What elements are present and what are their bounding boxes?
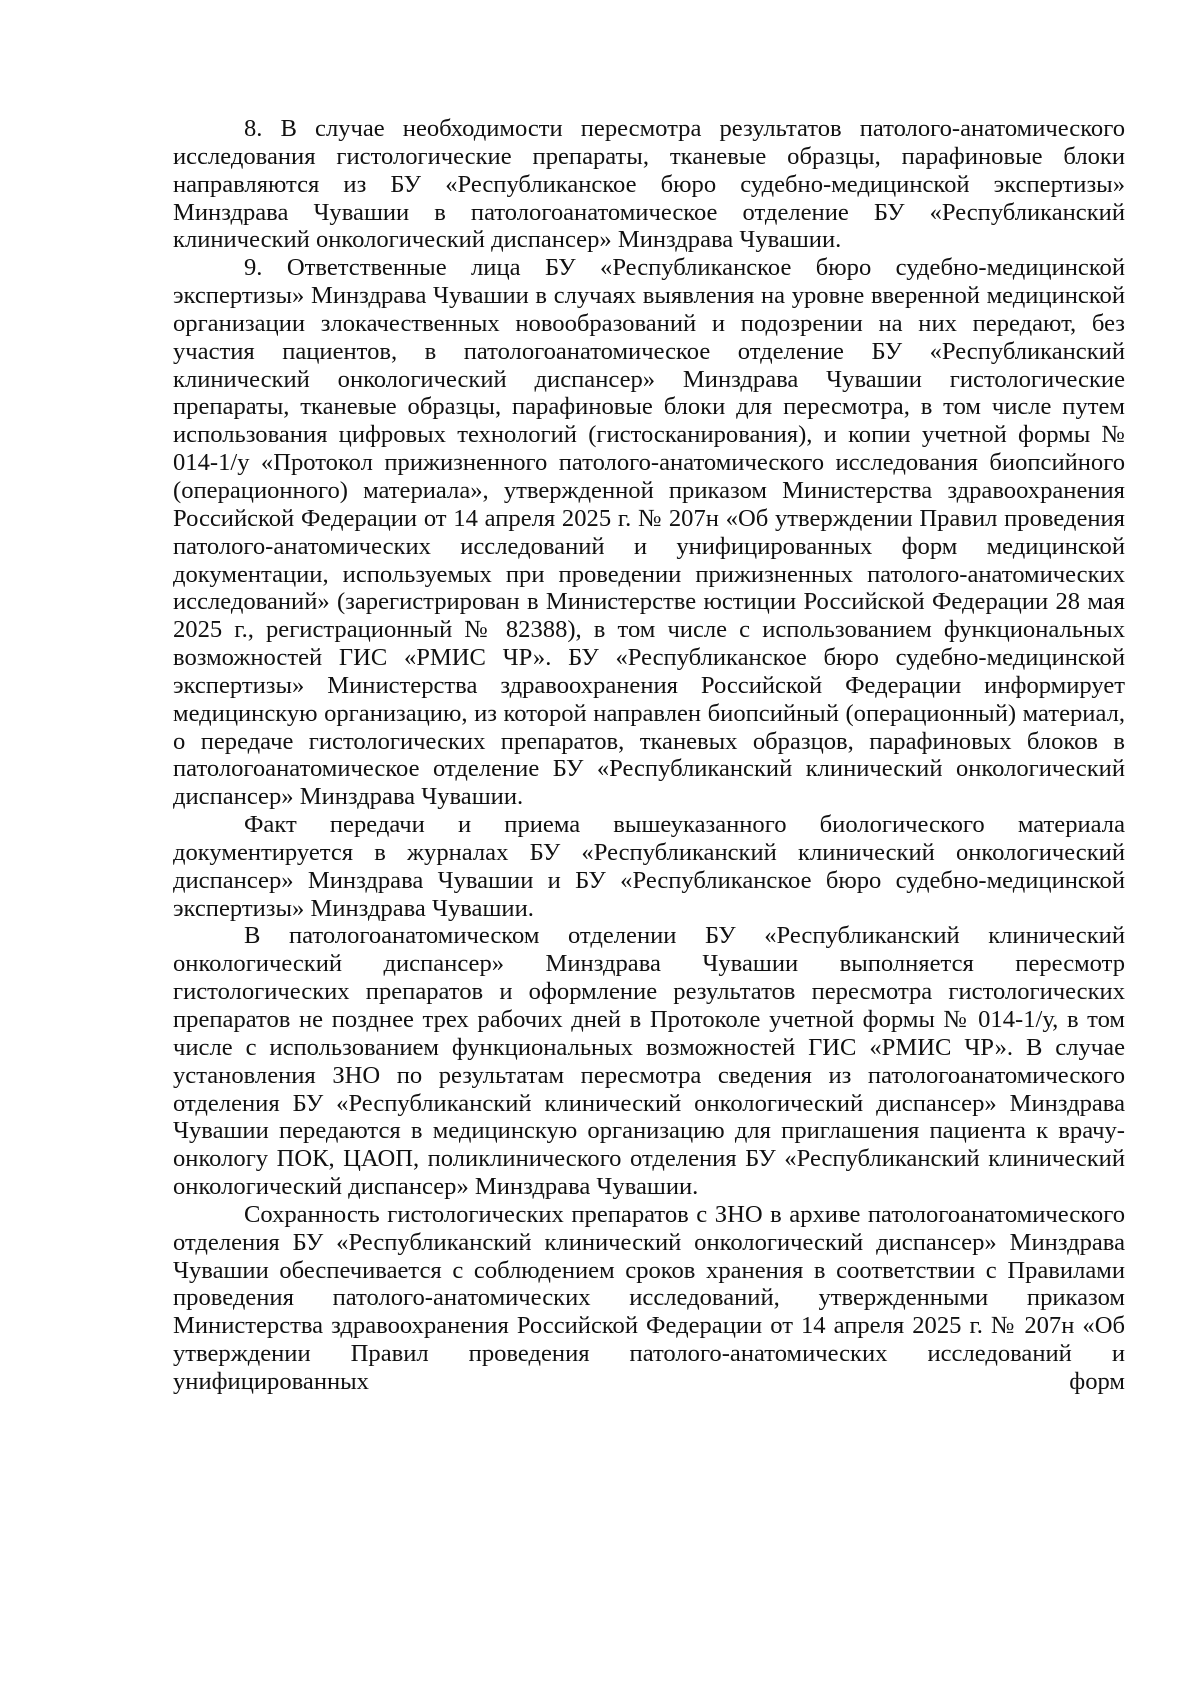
paragraph-review-procedure: В патологоанатомическом отделении БУ «Республиканский клинический онкологический диспансер» Минздрава Чувашии выполняется пересмотр гистологических препаратов и оформление результатов пересмотра гистологических препаратов не позднее трех рабочих дней в Протоколе учетной формы № 014-1/у, в том числе с использованием функциональных возможностей ГИС «РМИС ЧР». В случае установления ЗНО по результатам пересмотра сведения из патологоанатомического отделения БУ «Республиканский клинический онкологический диспансер» Минздрава Чувашии передаются в медицинскую организацию для приглашения пациента к врачу-онкологу ПОК, ЦАОП, поликлинического отделения БУ «Республиканский клинический онкологический диспансер» Минздрава Чувашии.: [173, 922, 1125, 1201]
document-page: [173, 115, 1125, 1396]
paragraph-archive-storage: Сохранность гистологических препаратов с ЗНО в архиве патологоанатомического отделения БУ «Республиканский клинический онкологический диспансер» Минздрава Чувашии обеспечивается с соблюдением сроков хранения в соответствии с Правилами проведения патолого-анатомических исследований, утвержденными приказом Министерства здравоохранения Российской Федерации от 14 апреля 2025 г. № 207н «Об утверждении Правил проведения патолого-анатомических исследований и унифицированных форм: [173, 1200, 1125, 1395]
paragraph-item-8: 8. В случае необходимости пересмотра результатов патолого-анатомического исследования гистологические препараты, тканевые образцы, парафиновые блоки направляются из БУ «Республиканское бюро судебно-медицинской экспертизы» Минздрава Чувашии в патологоанатомическое отделение БУ «Республиканский клинический онкологический диспансер» Минздрава Чувашии.: [173, 115, 1125, 254]
paragraph-item-9: 9. Ответственные лица БУ «Республиканское бюро судебно-медицинской экспертизы» Минздрава Чувашии в случаях выявления на уровне вверенной медицинской организации злокачественных новообразований и подозрении на них передают, без участия пациентов, в патологоанатомическое отделение БУ «Республиканский клинический онкологический диспансер» Минздрава Чувашии гистологические препараты, тканевые образцы, парафиновые блоки для пересмотра, в том числе путем использования цифровых технологий (гистосканирования), и копии учетной формы № 014-1/у «Протокол прижизненного патолого-анатомического исследования биопсийного (операционного) материала», утвержденной приказом Министерства здравоохранения Российской Федерации от 14 апреля 2025 г. № 207н «Об утверждении Правил проведения патолого-анатомических исследований и унифицированных форм медицинской документации, используемых при проведении прижизненных патолого-анатомических исследований» (зарегистрирован в Министерстве юстиции Российской Федерации 28 мая 2025 г., регистрационный № 82388), в том числе с использованием функциональных возможностей ГИС «РМИС ЧР». БУ «Республиканское бюро судебно-медицинской экспертизы» Министерства здравоохранения Российской Федерации информирует медицинскую организацию, из которой направлен биопсийный (операционный) материал, о передаче гистологических препаратов, тканевых образцов, парафиновых блоков в патологоанатомическое отделение БУ «Республиканский клинический онкологический диспансер» Минздрава Чувашии.: [173, 254, 1125, 811]
paragraph-transfer-record: Факт передачи и приема вышеуказанного биологического материала документируется в журналах БУ «Республиканский клинический онкологический диспансер» Минздрава Чувашии и БУ «Республиканское бюро судебно-медицинской экспертизы» Минздрава Чувашии.: [173, 811, 1125, 922]
